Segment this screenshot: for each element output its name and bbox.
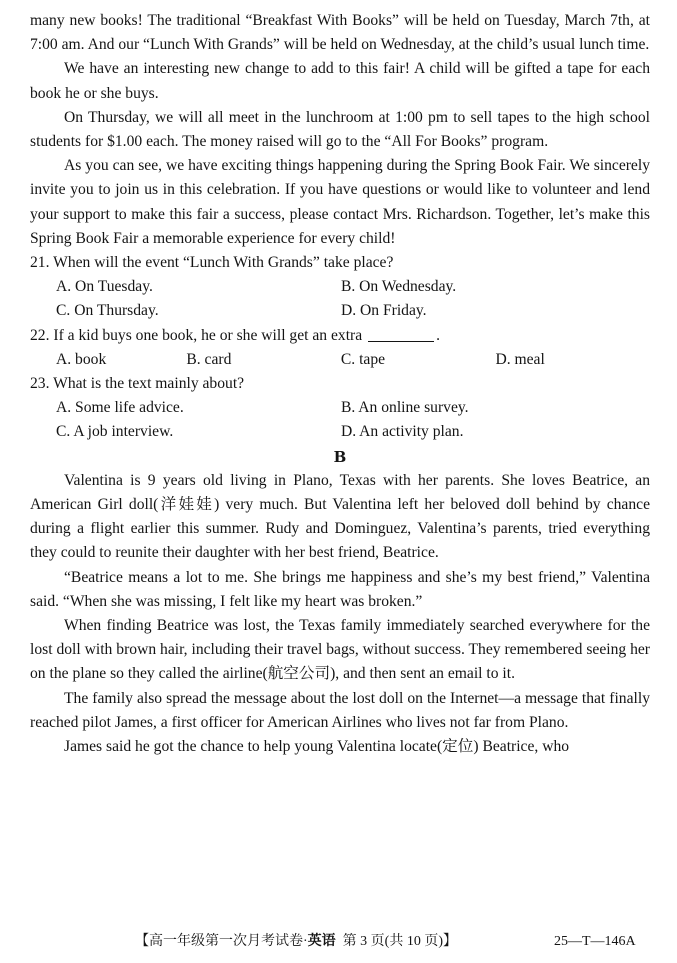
question-stem: 23. What is the text mainly about? bbox=[30, 375, 245, 393]
options-row bbox=[30, 396, 650, 420]
option-a: A. On Tuesday. bbox=[56, 278, 153, 296]
option-d: D. An activity plan. bbox=[340, 423, 464, 441]
option-c: C. tape bbox=[340, 350, 386, 368]
section-b-heading: B bbox=[333, 447, 347, 466]
question-stem bbox=[30, 324, 650, 348]
footer-title bbox=[135, 932, 457, 952]
passage-b-paragraph: The family also spread the message about the lost doll on the Internet—a message that finally reached pilot James, a first officer for American Airlines who lives not far from Plano. bbox=[30, 689, 650, 731]
passage-b-paragraph: James said he got the chance to help young Valentina locate(定位) Beatrice, who bbox=[64, 738, 570, 756]
passage-b-paragraph: Valentina is 9 years old living in Plano, Texas with her parents. She loves Beatrice, an American Girl doll(洋娃娃) very much. But Valentina left her beloved doll behind by chance during a flight earlier this summer. Rudy and Dominguez, Valentina’s parents, tried everything they could to reunite their daughter with her best friend, Beatrice. bbox=[30, 471, 650, 562]
footer-exam-name: 【高一年级第一次月考试卷· bbox=[135, 934, 308, 949]
answer-blank bbox=[368, 325, 434, 342]
passage-b-paragraph: When finding Beatrice was lost, the Texas family immediately searched everywhere for the lost doll with brown hair, including their travel bags, without success. They remembered seeing her on the plane so they called the airline(航空公司), and then sent an email to it. bbox=[30, 617, 650, 683]
option-c: C. A job interview. bbox=[56, 423, 174, 441]
option-a: A. book bbox=[56, 350, 107, 368]
passage-a-paragraph: We have an interesting new change to add to this fair! A child will be gifted a tape for each book he or she buys. bbox=[30, 60, 650, 102]
option-b: B. An online survey. bbox=[340, 399, 469, 417]
options-row bbox=[30, 299, 650, 323]
passage-b-paragraph: “Beatrice means a lot to me. She brings me happiness and she’s my best friend,” Valentina said. “When she was missing, I felt like my heart was broken.” bbox=[30, 568, 650, 610]
exam-page bbox=[30, 9, 650, 759]
question-stem-text: 22. If a kid buys one book, he or she will get an extra bbox=[30, 326, 363, 344]
footer-subject: 英语 bbox=[307, 934, 336, 949]
option-a: A. Some life advice. bbox=[56, 399, 184, 417]
option-c: C. On Thursday. bbox=[56, 302, 159, 320]
question-stem-end: . bbox=[436, 326, 440, 344]
passage-a-paragraph: many new books! The traditional “Breakfast With Books” will be held on Tuesday, March 7th, at 7:00 am. And our “Lunch With Grands” will be held on Wednesday, at the child’s usual lunch time. bbox=[30, 12, 650, 54]
passage-a-paragraph: As you can see, we have exciting things happening during the Spring Book Fair. We sincerely invite you to join us in this celebration. If you have questions or would like to volunteer and lend your support to make this fair a success, please contact Mrs. Richardson. Together, let’s make this Spring Book Fair a memorable experience for every child! bbox=[30, 157, 650, 247]
options-row bbox=[30, 348, 650, 372]
question-23 bbox=[30, 372, 650, 445]
question-stem: 21. When will the event “Lunch With Grands” take place? bbox=[30, 254, 394, 272]
question-22 bbox=[30, 324, 650, 372]
option-b: B. On Wednesday. bbox=[340, 278, 457, 296]
passage-a-paragraph: On Thursday, we will all meet in the lunchroom at 1:00 pm to sell tapes to the high school students for $1.00 each. The money raised will go to the “All For Books” program. bbox=[30, 108, 650, 151]
options-row bbox=[30, 420, 650, 444]
question-21 bbox=[30, 251, 650, 324]
option-b: B. card bbox=[186, 350, 232, 368]
option-d: D. meal bbox=[495, 350, 545, 368]
footer-page-number: 第 3 页(共 10 页)】 bbox=[342, 934, 457, 949]
options-row bbox=[30, 275, 650, 299]
option-d: D. On Friday. bbox=[340, 302, 427, 320]
footer-code: 25—T—146A bbox=[554, 934, 636, 949]
